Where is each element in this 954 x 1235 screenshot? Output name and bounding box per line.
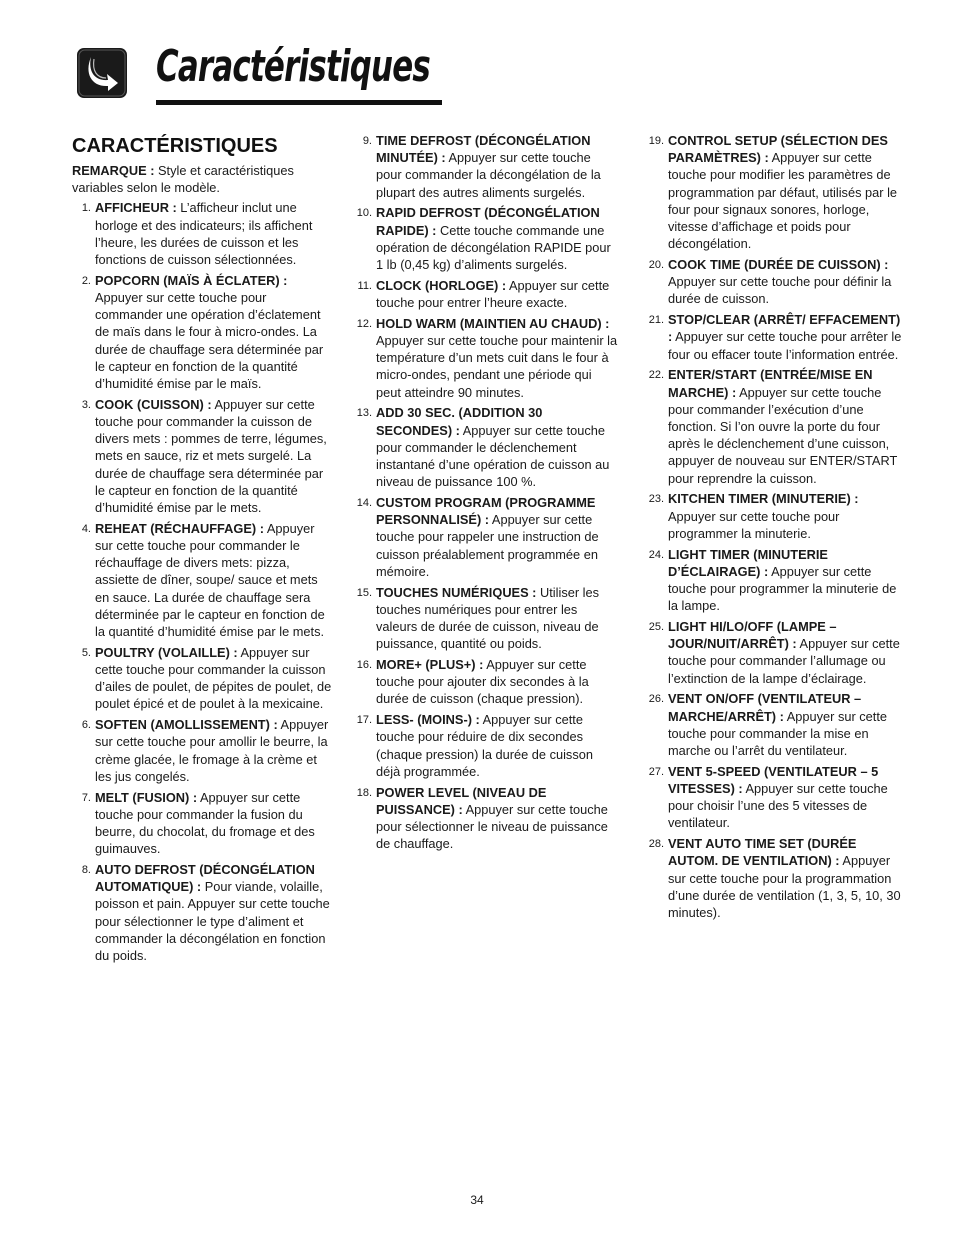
item-term: COOK (CUISSON) : xyxy=(95,396,212,412)
list-item xyxy=(72,272,334,392)
item-description: L’afficheur inclut une horloge et des indicateurs; ils affichent l’heure, les durées de cuisson et les fonctions de cuisson sélectionnées. xyxy=(95,200,313,268)
list-item xyxy=(354,315,618,401)
column-3 xyxy=(646,132,902,925)
item-description: Appuyer sur cette touche pour la programmation d’une durée de ventilation (1, 3, 5, 10, 30 minutes). xyxy=(668,853,901,921)
item-term: CONTROL SETUP (SÉLECTION DES PARAMÈTRES) : xyxy=(668,133,888,166)
list-item xyxy=(354,584,618,653)
item-term: MELT (FUSION) : xyxy=(95,789,198,805)
item-term: CLOCK (HORLOGE) : xyxy=(376,277,507,293)
item-number: 13. xyxy=(356,407,372,420)
item-description: Appuyer sur cette touche pour commander la décongélation de la plupart des autres aliments surgelés. xyxy=(376,150,601,200)
item-number: 9. xyxy=(362,135,372,147)
item-number: 8. xyxy=(81,864,91,877)
list-item xyxy=(646,618,902,687)
list-item xyxy=(72,716,334,785)
item-number: 11. xyxy=(357,279,372,292)
list-item xyxy=(646,366,902,486)
item-number: 20. xyxy=(648,259,664,272)
feature-list xyxy=(646,132,902,921)
item-term: LIGHT TIMER (MINUTERIE D’ÉCLAIRAGE) : xyxy=(668,546,828,579)
list-item xyxy=(72,644,334,713)
item-term: TOUCHES NUMÉRIQUES : xyxy=(376,584,537,600)
list-item xyxy=(646,546,902,615)
item-description: Appuyer sur cette touche pour commander la mise en marche ou l’arrêt du ventilateur. xyxy=(668,708,888,759)
item-term: COOK TIME (DURÉE DE CUISSON) : xyxy=(668,257,889,273)
item-description: Cette touche commande une opération de décongélation RAPIDE pour 1 lb (0,45 kg) d’aliments surgelés. xyxy=(376,222,611,273)
item-number: 22. xyxy=(648,369,664,382)
item-description: Appuyer sur cette touche pour rappeler une instruction de cuisson préalablement programmée en mémoire. xyxy=(376,512,599,579)
list-item xyxy=(72,396,334,516)
item-description: Appuyer sur cette touche pour commander la fusion du beurre, du chocolat, du fromage et des guimauves. xyxy=(95,789,315,857)
item-number: 18. xyxy=(356,786,372,799)
item-number: 24. xyxy=(648,548,664,561)
list-item xyxy=(354,494,618,580)
item-description: Appuyer sur cette touche pour entrer l’heure exacte. xyxy=(376,277,610,311)
item-term: MORE+ (PLUS+) : xyxy=(376,657,484,673)
item-description: Utiliser les touches numériques pour entrer les valeurs de durée de cuisson, niveau de puissance, quantité ou poids. xyxy=(376,584,600,652)
item-term: RAPID DEFROST (DÉCONGÉLATION RAPIDE) : xyxy=(376,205,600,238)
item-description: Appuyer sur cette touche pour modifier les paramètres de programmation par défaut, utilisés par le four pour signaux sonores, horloge, vitesse d’affichage et poids pour décongélation. xyxy=(668,150,898,252)
item-term: CUSTOM PROGRAM (PROGRAMME PERSONNALISÉ) : xyxy=(376,495,596,528)
item-number: 12. xyxy=(356,317,372,330)
list-item xyxy=(72,520,334,640)
item-description: Pour viande, volaille, poisson et pain. Appuyer sur cette touche pour sélectionner le type d’aliment et commander la décongélation en fonction du poids. xyxy=(95,879,330,964)
column-1 xyxy=(72,130,334,968)
list-item xyxy=(646,490,902,542)
list-item xyxy=(646,256,902,308)
note-lead: REMARQUE : xyxy=(72,163,155,178)
curved-arrow-icon xyxy=(76,47,128,99)
feature-list xyxy=(354,132,618,852)
list-item xyxy=(646,690,902,759)
item-description: Appuyer sur cette touche pour choisir l’une des 5 vitesses de ventilateur. xyxy=(668,781,888,831)
item-number: 5. xyxy=(81,646,91,659)
item-term: POPCORN (MAÏS À ÉCLATER) : xyxy=(95,272,288,288)
item-description: Appuyer sur cette touche pour commander le réchauffage de divers mets: pizza, assiette de dîner, soupe/ sauce et mets en sauce. La durée de chauffage sera déterminée par le capteur en fonction de la quantité d’humidité émise par le mets. xyxy=(95,520,325,640)
item-description: Appuyer sur cette touche pour amollir le beurre, la crème glacée, le fromage à la crème et les jus congelés. xyxy=(95,717,329,784)
page-title: Caractéristiques xyxy=(156,41,431,92)
item-term: ADD 30 SEC. (ADDITION 30 SECONDES) : xyxy=(376,405,543,438)
item-term: POULTRY (VOLAILLE) : xyxy=(95,644,238,660)
item-description: Appuyer sur cette touche pour programmer la minuterie. xyxy=(668,508,840,541)
item-number: 26. xyxy=(648,693,664,706)
item-term: VENT 5-SPEED (VENTILATEUR – 5 VITESSES) : xyxy=(668,763,879,797)
item-description: Appuyer sur cette touche pour commander la cuisson d’ailes de poulet, de pépites de poulet, de poulet épicé et de poulet à la mexicaine. xyxy=(95,644,332,712)
item-number: 27. xyxy=(648,765,664,778)
item-description: Appuyer sur cette touche pour maintenir la température d’un mets cuit dans le four à micro-ondes, pendant une période qui peut atteindre 90 minutes. xyxy=(376,333,618,400)
list-item xyxy=(354,132,618,201)
item-term: LIGHT HI/LO/OFF (LAMPE – JOUR/NUIT/ARRÊT) : xyxy=(668,619,837,652)
page-number: 34 xyxy=(470,1193,484,1207)
list-item xyxy=(72,861,334,964)
item-number: 19. xyxy=(648,135,664,147)
item-description: Appuyer sur cette touche pour sélectionner le niveau de puissance de chauffage. xyxy=(376,801,608,852)
item-term: KITCHEN TIMER (MINUTERIE) : xyxy=(668,491,859,507)
note-paragraph xyxy=(72,162,334,196)
item-term: SOFTEN (AMOLLISSEMENT) : xyxy=(95,717,278,733)
item-number: 17. xyxy=(356,714,372,727)
list-item xyxy=(354,711,618,780)
item-number: 25. xyxy=(648,621,664,634)
item-term: ENTER/START (ENTRÉE/MISE EN MARCHE) : xyxy=(668,367,873,400)
list-item xyxy=(354,404,618,490)
item-number: 10. xyxy=(356,207,372,220)
item-number: 7. xyxy=(81,791,91,804)
item-term: TIME DEFROST (DÉCONGÉLATION MINUTÉE) : xyxy=(376,133,591,166)
item-term: VENT AUTO TIME SET (DURÉE AUTOM. DE VENTILATION) : xyxy=(668,836,857,869)
item-description: Appuyer sur cette touche pour ajouter dix secondes à la durée de cuisson (chaque pression). xyxy=(376,657,589,707)
item-number: 16. xyxy=(356,659,372,672)
list-item xyxy=(72,789,334,858)
list-item xyxy=(646,132,902,252)
item-description: Appuyer sur cette touche pour définir la durée de cuisson. xyxy=(668,274,892,307)
list-item xyxy=(354,784,618,853)
item-term: AFFICHEUR : xyxy=(95,200,177,216)
column-2 xyxy=(354,132,618,856)
item-description: Appuyer sur cette touche pour commander la cuisson de divers mets : pommes de terre, légumes, mets en sauce, riz et mets surgelé. La durée de chauffage sera déterminée par le capteur en fonction de la quantité d’humidité émise par le mets. xyxy=(95,396,327,516)
item-term: STOP/CLEAR (ARRÊT/ EFFACEMENT) : xyxy=(668,312,901,345)
feature-list xyxy=(72,199,334,964)
list-item xyxy=(354,277,618,311)
item-description: Appuyer sur cette touche pour réduire de dix secondes (chaque pression) la durée de cuisson déjà programmée. xyxy=(376,712,593,779)
section-heading: CARACTÉRISTIQUES xyxy=(72,135,278,157)
item-description: Appuyer sur cette touche pour commander l’exécution d’une fonction. Si l’on ouvre la porte du four après le déclenchement d’une cuisson, appuyer de nouveau sur ENTER/START pour reprendre la cuisson. xyxy=(668,384,898,486)
list-item xyxy=(354,656,618,708)
item-number: 15. xyxy=(356,586,372,599)
list-item xyxy=(646,763,902,832)
title-underline xyxy=(156,100,442,105)
page-header xyxy=(76,40,456,106)
item-description: Appuyer sur cette touche pour commander l’allumage ou l’extinction de la lampe d’éclairage. xyxy=(668,636,900,686)
item-term: VENT ON/OFF (VENTILATEUR – MARCHE/ARRÊT) : xyxy=(668,691,862,724)
item-term: AUTO DEFROST (DÉCONGÉLATION AUTOMATIQUE) : xyxy=(95,862,315,895)
note-text: Style et caractéristiques variables selon le modèle. xyxy=(72,163,294,196)
list-item xyxy=(72,199,334,268)
item-description: Appuyer sur cette touche pour commander le déclenchement instantané d’une opération de cuisson au niveau de puissance 100 %. xyxy=(376,422,610,490)
item-term: REHEAT (RÉCHAUFFAGE) : xyxy=(95,520,264,536)
list-item xyxy=(646,311,902,363)
item-term: LESS- (MOINS-) : xyxy=(376,712,480,728)
item-number: 3. xyxy=(81,398,91,411)
item-term: HOLD WARM (MAINTIEN AU CHAUD) : xyxy=(376,315,610,331)
item-description: Appuyer sur cette touche pour arrêter le four ou effacer toute l’information entrée. xyxy=(668,329,902,362)
item-number: 28. xyxy=(648,838,664,851)
item-number: 1. xyxy=(81,202,91,215)
item-number: 2. xyxy=(81,274,91,287)
item-description: Appuyer sur cette touche pour commander une opération d’éclatement de maïs dans le four à micro-ondes. La durée de chauffage sera déterminée par le capteur en fonction de la quantité d’humidité émise par le maïs. xyxy=(95,290,324,392)
item-description: Appuyer sur cette touche pour programmer la minuterie de la lampe. xyxy=(668,563,897,614)
list-item xyxy=(354,204,618,273)
item-number: 21. xyxy=(648,314,664,327)
item-number: 14. xyxy=(356,497,372,510)
item-number: 23. xyxy=(648,493,664,506)
item-term: POWER LEVEL (NIVEAU DE PUISSANCE) : xyxy=(376,784,547,817)
list-item xyxy=(646,835,902,921)
item-number: 4. xyxy=(81,522,91,535)
item-number: 6. xyxy=(81,719,91,732)
